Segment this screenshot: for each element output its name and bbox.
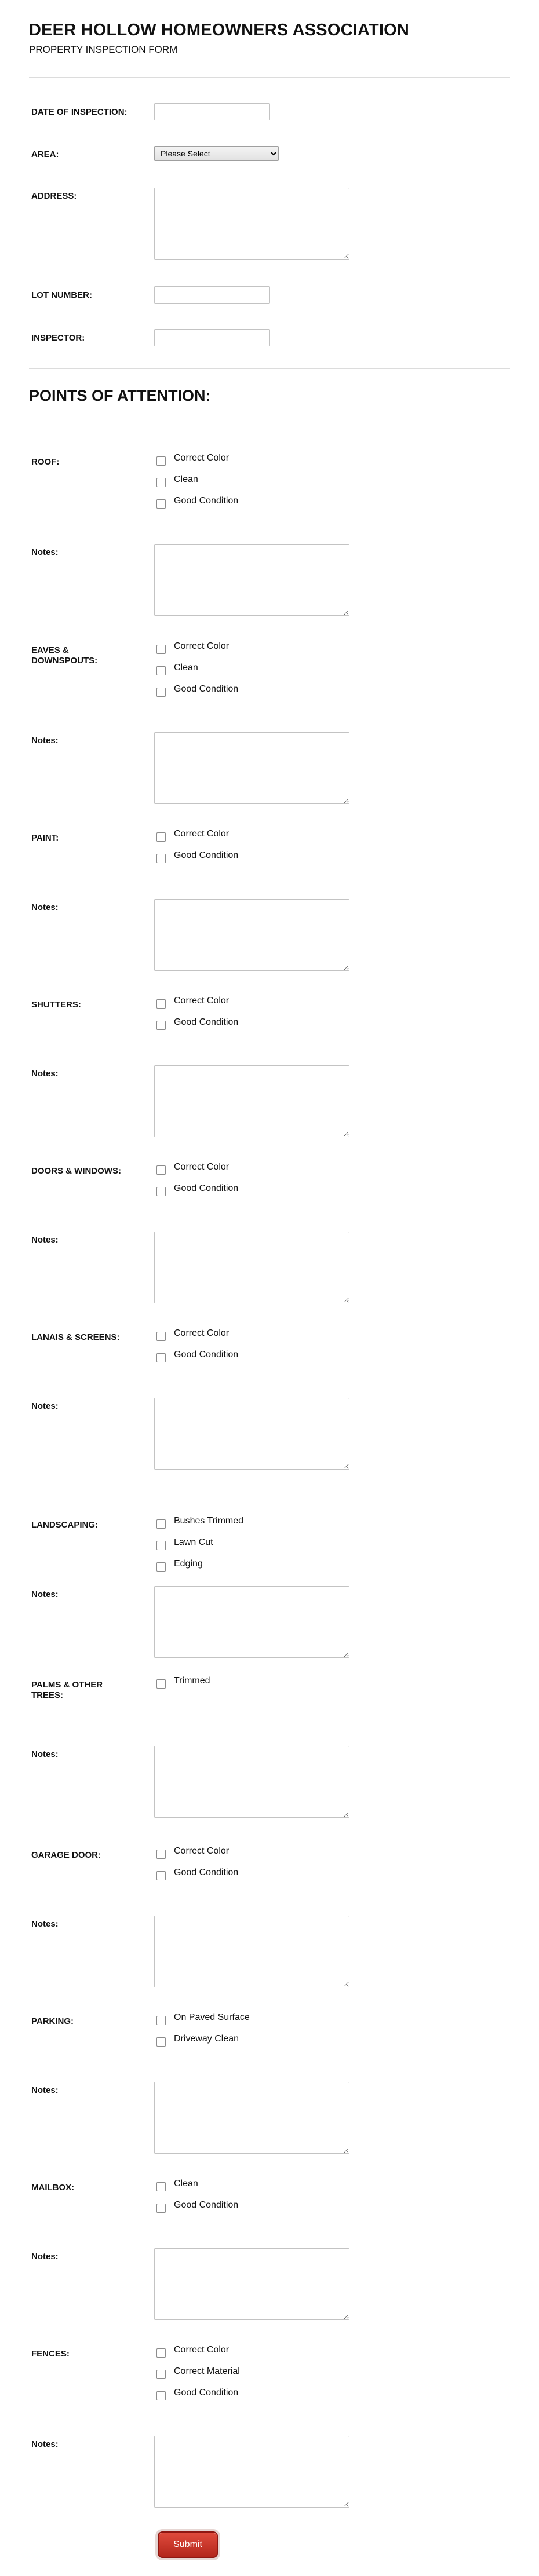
palms-and-other-trees-option-row[interactable] (156, 1678, 210, 1690)
lanais-and-screens-notes-label: Notes: (31, 1401, 59, 1411)
lanais-and-screens-checkbox[interactable] (156, 1353, 166, 1362)
landscaping-notes-textarea[interactable] (154, 1586, 349, 1658)
roof-option-label: Good Condition (174, 496, 239, 506)
paint-notes-label: Notes: (31, 902, 59, 912)
fences-option-row[interactable] (156, 2368, 240, 2381)
landscaping-option-row[interactable] (156, 1518, 243, 1530)
shutters-option-label: Correct Color (174, 996, 230, 1006)
parking-option-row[interactable] (156, 2036, 239, 2048)
area-label: AREA: (31, 149, 59, 159)
eaves-and-downspouts-checkbox[interactable] (156, 688, 166, 697)
fences-option-row[interactable] (156, 2389, 238, 2402)
parking-checkbox[interactable] (156, 2016, 166, 2025)
roof-checkbox[interactable] (156, 456, 166, 466)
shutters-notes-label: Notes: (31, 1069, 59, 1079)
landscaping-option-row[interactable] (156, 1539, 213, 1552)
roof-option-row[interactable] (156, 476, 198, 489)
fences-notes-label: Notes: (31, 2439, 59, 2449)
palms-and-other-trees-notes-textarea[interactable] (154, 1746, 349, 1818)
shutters-option-row[interactable] (156, 997, 229, 1010)
paint-option-label: Good Condition (174, 850, 239, 860)
fences-label: FENCES: (31, 2349, 70, 2359)
garage-door-notes-textarea[interactable] (154, 1916, 349, 1987)
landscaping-option-label: Edging (174, 1559, 203, 1569)
paint-checkbox[interactable] (156, 832, 166, 842)
paint-option-label: Correct Color (174, 829, 230, 839)
lot-number-label: LOT NUMBER: (31, 290, 92, 300)
parking-option-label: Driveway Clean (174, 2034, 239, 2044)
roof-option-label: Correct Color (174, 453, 230, 463)
eaves-and-downspouts-label: EAVES & DOWNSPOUTS: (31, 645, 98, 666)
doors-and-windows-notes-textarea[interactable] (154, 1232, 349, 1303)
date-of-inspection-label: DATE OF INSPECTION: (31, 107, 128, 117)
eaves-and-downspouts-option-label: Clean (174, 663, 198, 673)
mailbox-checkbox[interactable] (156, 2204, 166, 2213)
fences-option-label: Good Condition (174, 2388, 239, 2398)
doors-and-windows-option-row[interactable] (156, 1164, 229, 1176)
doors-and-windows-option-row[interactable] (156, 1185, 238, 1198)
roof-notes-label: Notes: (31, 547, 59, 557)
shutters-notes-textarea[interactable] (154, 1065, 349, 1137)
landscaping-option-row[interactable] (156, 1561, 203, 1573)
fences-checkbox[interactable] (156, 2348, 166, 2358)
parking-notes-textarea[interactable] (154, 2082, 349, 2154)
doors-and-windows-checkbox[interactable] (156, 1165, 166, 1175)
area-select[interactable] (154, 146, 279, 161)
garage-door-checkbox[interactable] (156, 1871, 166, 1880)
fences-option-label: Correct Material (174, 2366, 240, 2376)
garage-door-option-label: Good Condition (174, 1868, 239, 1877)
doors-and-windows-checkbox[interactable] (156, 1187, 166, 1196)
doors-and-windows-notes-label: Notes: (31, 1235, 59, 1245)
garage-door-option-row[interactable] (156, 1869, 238, 1882)
roof-notes-textarea[interactable] (154, 544, 349, 616)
garage-door-notes-label: Notes: (31, 1919, 59, 1929)
fences-option-label: Correct Color (174, 2345, 230, 2355)
points-of-attention-heading: POINTS OF ATTENTION: (29, 387, 211, 404)
landscaping-checkbox[interactable] (156, 1541, 166, 1550)
paint-option-row[interactable] (156, 852, 238, 865)
doors-and-windows-option-label: Correct Color (174, 1162, 230, 1172)
garage-door-option-label: Correct Color (174, 1846, 230, 1856)
eaves-and-downspouts-option-row[interactable] (156, 643, 229, 656)
doors-and-windows-option-label: Good Condition (174, 1183, 239, 1193)
parking-label: PARKING: (31, 2016, 74, 2026)
paint-label: PAINT: (31, 833, 59, 843)
shutters-option-label: Good Condition (174, 1017, 239, 1027)
roof-label: ROOF: (31, 457, 60, 467)
eaves-and-downspouts-option-row[interactable] (156, 686, 238, 699)
mailbox-option-label: Clean (174, 2179, 198, 2188)
eaves-and-downspouts-notes-textarea[interactable] (154, 732, 349, 804)
lanais-and-screens-checkbox[interactable] (156, 1332, 166, 1341)
shutters-label: SHUTTERS: (31, 1000, 81, 1010)
fences-notes-textarea[interactable] (154, 2436, 349, 2508)
eaves-and-downspouts-option-row[interactable] (156, 664, 198, 677)
inspector-input[interactable] (154, 329, 270, 346)
palms-and-other-trees-checkbox[interactable] (156, 1679, 166, 1689)
form-subtitle: PROPERTY INSPECTION FORM (29, 44, 178, 55)
fences-option-row[interactable] (156, 2347, 229, 2359)
shutters-checkbox[interactable] (156, 999, 166, 1009)
paint-notes-textarea[interactable] (154, 899, 349, 971)
fences-checkbox[interactable] (156, 2370, 166, 2379)
roof-option-row[interactable] (156, 455, 229, 467)
landscaping-notes-label: Notes: (31, 1590, 59, 1599)
lot-number-input[interactable] (154, 286, 270, 304)
roof-option-label: Clean (174, 474, 198, 484)
paint-option-row[interactable] (156, 831, 229, 843)
address-label: ADDRESS: (31, 191, 77, 201)
parking-option-label: On Paved Surface (174, 2012, 250, 2022)
garage-door-label: GARAGE DOOR: (31, 1850, 101, 1860)
address-textarea[interactable] (154, 188, 349, 260)
lanais-and-screens-notes-textarea[interactable] (154, 1398, 349, 1470)
roof-option-row[interactable] (156, 498, 238, 510)
section-divider-top (29, 368, 510, 369)
mailbox-checkbox[interactable] (156, 2182, 166, 2191)
eaves-and-downspouts-option-label: Correct Color (174, 641, 230, 651)
landscaping-option-label: Bushes Trimmed (174, 1516, 244, 1526)
garage-door-option-row[interactable] (156, 1848, 229, 1861)
form-title: DEER HOLLOW HOMEOWNERS ASSOCIATION (29, 21, 410, 39)
lanais-and-screens-option-label: Correct Color (174, 1328, 230, 1338)
eaves-and-downspouts-checkbox[interactable] (156, 666, 166, 675)
mailbox-notes-label: Notes: (31, 2252, 59, 2261)
submit-button[interactable]: Submit (158, 2531, 218, 2558)
landscaping-checkbox[interactable] (156, 1519, 166, 1529)
palms-and-other-trees-option-label: Trimmed (174, 1676, 210, 1686)
doors-and-windows-label: DOORS & WINDOWS: (31, 1166, 121, 1176)
lanais-and-screens-option-label: Good Condition (174, 1350, 239, 1360)
shutters-checkbox[interactable] (156, 1021, 166, 1030)
landscaping-option-label: Lawn Cut (174, 1537, 213, 1547)
eaves-and-downspouts-option-label: Good Condition (174, 684, 239, 694)
lanais-and-screens-option-row[interactable] (156, 1330, 229, 1343)
header-divider (29, 77, 510, 78)
parking-option-row[interactable] (156, 2014, 250, 2027)
eaves-and-downspouts-checkbox[interactable] (156, 645, 166, 654)
mailbox-label: MAILBOX: (31, 2183, 75, 2193)
mailbox-option-label: Good Condition (174, 2200, 239, 2210)
landscaping-label: LANDSCAPING: (31, 1520, 98, 1530)
date-of-inspection-input[interactable] (154, 103, 270, 120)
inspector-label: INSPECTOR: (31, 333, 85, 343)
roof-checkbox[interactable] (156, 499, 166, 509)
landscaping-checkbox[interactable] (156, 1562, 166, 1572)
roof-checkbox[interactable] (156, 478, 166, 487)
shutters-option-row[interactable] (156, 1019, 238, 1032)
mailbox-option-row[interactable] (156, 2180, 198, 2193)
garage-door-checkbox[interactable] (156, 1850, 166, 1859)
paint-checkbox[interactable] (156, 854, 166, 863)
palms-and-other-trees-label: PALMS & OTHER TREES: (31, 1680, 103, 1700)
lanais-and-screens-option-row[interactable] (156, 1351, 238, 1364)
eaves-and-downspouts-notes-label: Notes: (31, 736, 59, 746)
fences-checkbox[interactable] (156, 2391, 166, 2400)
mailbox-option-row[interactable] (156, 2202, 238, 2215)
parking-checkbox[interactable] (156, 2037, 166, 2047)
mailbox-notes-textarea[interactable] (154, 2248, 349, 2320)
parking-notes-label: Notes: (31, 2085, 59, 2095)
palms-and-other-trees-notes-label: Notes: (31, 1749, 59, 1759)
lanais-and-screens-label: LANAIS & SCREENS: (31, 1332, 120, 1342)
